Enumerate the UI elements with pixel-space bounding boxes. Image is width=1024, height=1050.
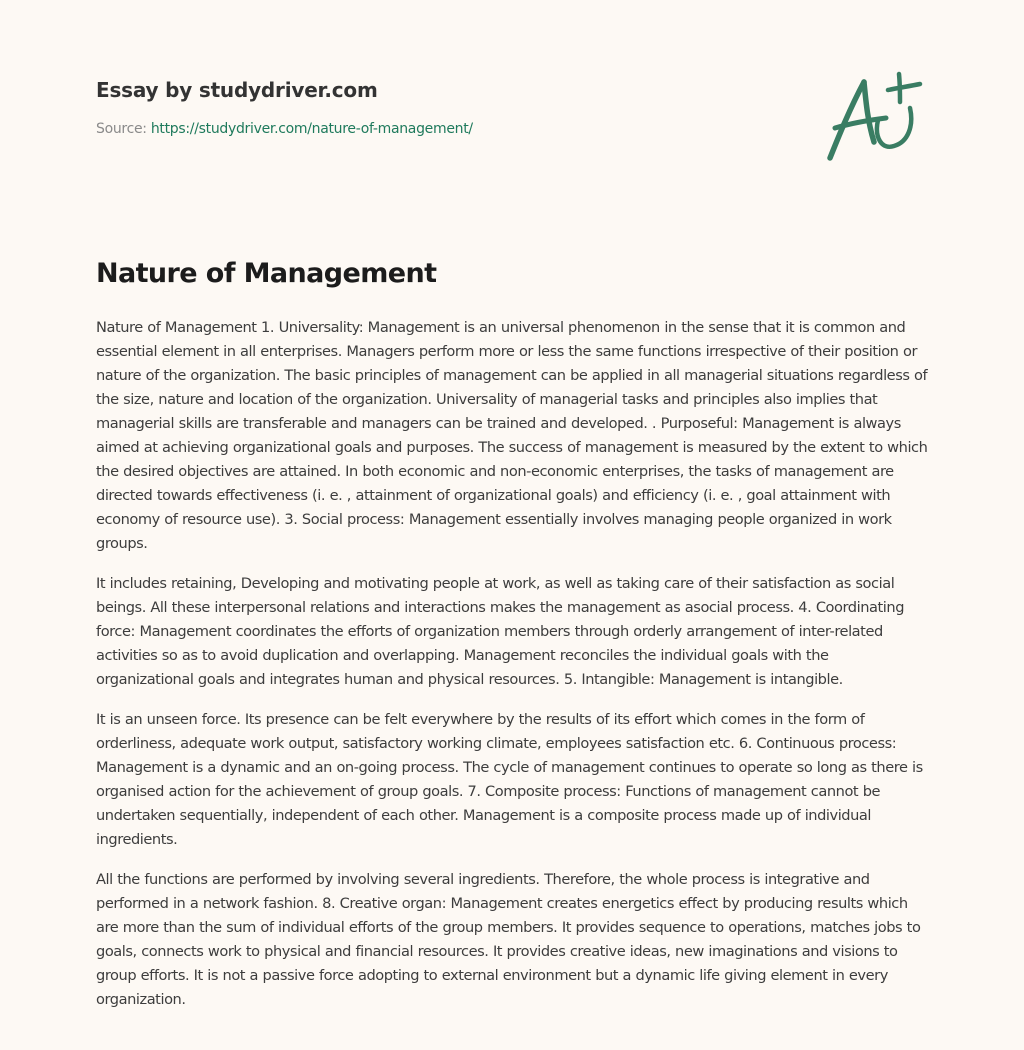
a-plus-grade-icon [822, 68, 927, 163]
page-title: Nature of Management [96, 258, 437, 289]
article-paragraph: It includes retaining, Developing and motivating people at work, as well as taking care of their satisfaction as social beings. All these interpersonal relations and interactions makes the management as asocial process. 4. Coordinating force: Management coordinates the efforts of organization members through orderly arrangement of inter-related activities so as to avoid duplication and overlapping. Management reconciles the individual goals with the organizational goals and integrates human and physical resources. 5. Intangible: Management is intangible. [96, 575, 905, 688]
site-title: Essay by studydriver.com [96, 78, 378, 102]
page-header [96, 76, 796, 139]
source-label: Source: [96, 121, 151, 137]
article-paragraph: Nature of Management 1. Universality: Management is an universal phenomenon in the sense that it is common and essential element in all enterprises. Managers perform more or less the same functions irrespective of their position or nature of the organization. The basic principles of management can be applied in all managerial situations regardless of the size, nature and location of the organization. Universality of managerial tasks and principles also implies that managerial skills are transferable and managers can be trained and developed. . Purposeful: Management is always aimed at achieving organizational goals and purposes. The success of management is measured by the extent to which the desired objectives are attained. In both economic and non-economic enterprises, the tasks of management are directed towards effectiveness (i. e. , attainment of organizational goals) and efficiency (i. e. , goal attainment with economy of resource use). 3. Social process: Management essentially involves managing people organized in work groups. [96, 319, 928, 552]
article-body [96, 316, 928, 1028]
article-paragraph: All the functions are performed by involving several ingredients. Therefore, the whole process is integrative and performed in a network fashion. 8. Creative organ: Management creates energetics effect by producing results which are more than the sum of individual efforts of the group members. It provides sequence to operations, matches jobs to goals, connects work to physical and financial resources. It provides creative ideas, new imaginations and visions to group efforts. It is not a passive force adopting to external environment but a dynamic life giving element in every organization. [96, 871, 921, 1008]
source-link[interactable]: https://studydriver.com/nature-of-management/ [150, 121, 473, 137]
source-line [96, 119, 796, 139]
article-paragraph: It is an unseen force. Its presence can be felt everywhere by the results of its effort which comes in the form of orderliness, adequate work output, satisfactory working climate, employees satisfaction etc. 6. Continuous process: Management is a dynamic and an on-going process. The cycle of management continues to operate so long as there is organised action for the achievement of group goals. 7. Composite process: Functions of management cannot be undertaken sequentially, independent of each other. Management is a composite process made up of individual ingredients. [96, 711, 923, 848]
